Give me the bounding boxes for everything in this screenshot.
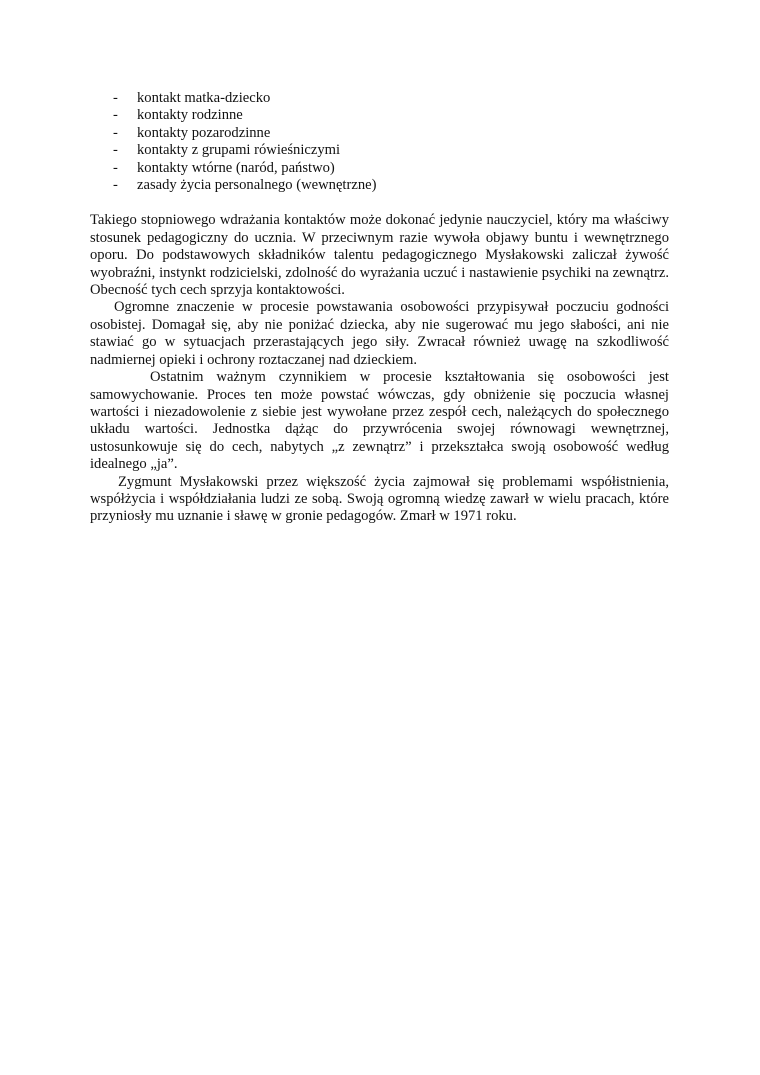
list-item-text: kontakt matka-dziecko: [137, 90, 271, 106]
list-item-text: zasady życia personalnego (wewnętrzne): [137, 177, 377, 194]
paragraph-self-education: Ostatnim ważnym czynnikiem w procesie kształtowania się osobowości jest samowychowanie. Proces ten może powstać wówczas, gdy obniżenie się poczucia własnej wartości i niezadowolenie z siebie jest wywołane przez zespół cech, należących do społecznego układu wartości. Jednostka dążąc do przywrócenia swojej równowagi wewnętrznej, ustosunkowuje się do cech, nabytych „z zewnątrz” i przekształca swoją osobowość według idealnego „ja”.: [90, 369, 669, 473]
contact-list: [90, 90, 669, 194]
list-item: [90, 142, 669, 159]
blank-line: [90, 194, 669, 212]
list-item: [90, 177, 669, 194]
list-marker: -: [113, 159, 118, 176]
list-item: [90, 90, 669, 107]
list-marker: -: [113, 107, 118, 124]
list-item-text: kontakty wtórne (naród, państwo): [137, 159, 335, 176]
list-marker: -: [113, 142, 118, 159]
list-item: [90, 160, 669, 177]
paragraph-biography: Zygmunt Mysłakowski przez większość życia zajmował się problemami współistnienia, współżycia i współdziałania ludzi ze sobą. Swoją ogromną wiedzę zawarł w wielu pracach, które przyniosły mu uznanie i sławę w gronie pedagogów. Zmarł w 1971 roku.: [90, 473, 669, 525]
list-item-text: kontakty pozarodzinne: [137, 124, 271, 141]
list-item-text: kontakty rodzinne: [137, 107, 243, 124]
list-item: [90, 107, 669, 124]
paragraph-dignity: Ogromne znaczenie w procesie powstawania osobowości przypisywał poczuciu godności osobistej. Domagał się, aby nie poniżać dziecka, aby nie sugerować mu jego słabości, ani nie stawiać go w sytuacjach przerastających jego siły. Zwracał również uwagę na szkodliwość nadmiernej opieki i ochrony roztaczanej nad dzieckiem.: [90, 299, 669, 368]
list-marker: -: [113, 90, 118, 106]
paragraph-contacts: Takiego stopniowego wdrażania kontaktów może dokonać jedynie nauczyciel, który ma właściwy stosunek pedagogiczny do ucznia. W przeciwnym razie wywoła objawy buntu i wewnętrznego oporu. Do podstawowych składników talentu pedagogicznego Mysłakowski zaliczał żywość wyobraźni, instynkt rodzicielski, zdolność do wyrażania uczuć i nastawienie psychiki na zewnątrz. Obecność tych cech sprzyja kontaktowości.: [90, 212, 669, 299]
list-item: [90, 125, 669, 142]
list-marker: -: [113, 177, 118, 194]
list-marker: -: [113, 124, 118, 141]
document-page: [90, 90, 669, 526]
list-item-text: kontakty z grupami rówieśniczymi: [137, 142, 341, 159]
